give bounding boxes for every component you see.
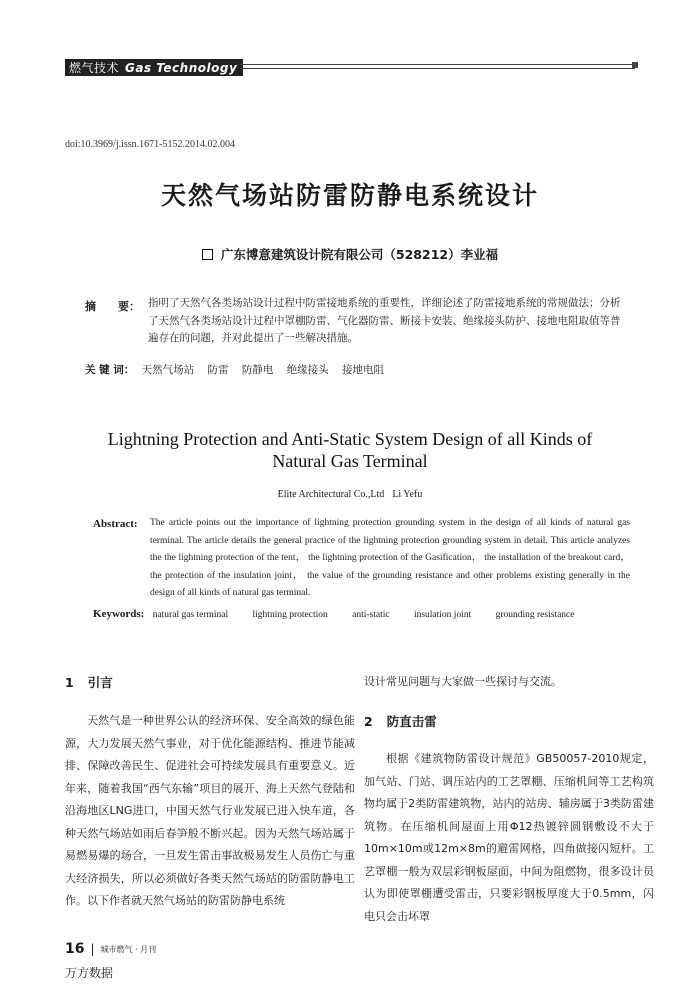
author-en [0,489,700,500]
section-1-body [65,710,355,913]
abstract-en-text: The article points out the importance of lightning protection grounding system in the design of all kinds of natural gas terminal. The article details the general practice of the lightning protection grounding system in detail. This article analyzes the the lightning protection of the tent， the lightning protection of the Gasification， the installation of the breakout card， the protection of the insulation joint， the value of the grounding resistance and other problems existing generally in the design of all kinds of natural gas terminal. [150,518,630,598]
column-name-en: Gas Technology [125,60,238,75]
keywords-cn-label: 关 键 词： [85,364,135,376]
square-bullet-icon [202,249,213,260]
author-cn [0,245,700,263]
page-footer [65,941,156,957]
column-header [65,59,243,76]
keyword-en: anti-static [352,610,390,620]
keyword-cn: 绝缘接头 [286,364,329,376]
title-cn: 天然气场站防雷防静电系统设计 [160,181,539,210]
journal-name: 城市燃气 · 月刊 [100,944,157,954]
header-rule-end [632,62,638,68]
section-1-heading [65,673,113,691]
keyword-cn: 接地电阻 [342,364,385,376]
section-1-paragraph: 天然气是一种世界公认的经济环保、安全高效的绿色能源，大力发展天然气事业，对于优化能源结构、推进节能减排、保障改善民生、促进社会可持续发展具有重要意义。近年来，随着我国“西气东输”项目的展开、海上天然气登陆和沿海地区LNG进口，中国天然气行业发展已进入快车道，各种天然气场站如雨后春笋般不断兴起。因为天然气场站属于易燃易爆的场合，一旦发生雷击事故极易发生人员伤亡与重大经济损失，所以必须做好各类天然气场站的防雷防静电工作。以下作者就天然气场站的防雷防静电系统 [65,714,355,907]
section-2-number: 2 [364,714,373,729]
column-name-cn: 燃气技术 [69,61,120,75]
section-2-paragraph: 根据《建筑物防雷设计规范》GB50057-2010规定，加气站、门站、调压站内的工艺罩棚、压缩机间等工艺构筑物均属于2类防雷建筑物，站内的站房、辅房属于3类防雷建筑物。在压缩机间屋面上用Φ12热镀锌圆钢敷设不大于10m×10m或12m×8m的避雷网格，四角做接闪短杆。工艺罩棚一般为双层彩钢板屋面，中间为阻燃物，很多设计员认为即使罩棚遭受雷击，只要彩钢板厚度大于0.5mm，闪电只会击坏罩 [364,752,654,923]
doi[interactable]: doi:10.3969/j.issn.1671-5152.2014.02.004 [65,139,236,150]
keyword-cn: 防雷 [207,364,229,376]
author-en-name: Li Yefu [392,489,423,500]
header-rule [240,68,635,69]
keyword-cn: 天然气场站 [141,364,195,376]
page-number: 16 [65,941,85,957]
author-en-org: Elite Architectural Co.,Ltd [277,489,385,500]
watermark: 万方数据 [65,966,114,980]
section-1-continued-text: 设计常见问题与大家做一些探讨与交流。 [364,675,562,688]
abstract-cn-label: 摘 要： [85,300,140,313]
keyword-en: insulation joint [413,610,472,620]
keyword-cn: 防静电 [241,364,274,376]
title-en-line1: Lightning Protection and Anti-Static System Design of all Kinds of [107,429,593,449]
section-1-number: 1 [65,675,74,690]
title-en [0,428,700,472]
abstract-en-label: Abstract: [93,518,138,530]
author-cn-text: 广东博意建筑设计院有限公司（528212）李业福 [220,247,499,262]
keyword-en: grounding resistance [495,610,575,620]
keyword-en: natural gas terminal [152,610,229,620]
footer-separator: | [90,942,95,956]
keywords-en [93,608,596,620]
title-en-line2: Natural Gas Terminal [272,451,428,471]
abstract-cn-text: 指明了天然气各类场站设计过程中防雷接地系统的重要性，详细论述了防雷接地系统的常规做法；分析了天然气各类场站设计过程中罩棚防雷、气化器防雷、断接卡安装、绝缘接头防护、接地电阻取值等普遍存在的问题，并对此提出了一些解决措施。 [148,297,621,344]
section-2-body [364,748,654,928]
keyword-en: lightning protection [252,610,328,620]
keywords-en-label: Keywords: [93,608,145,620]
section-2-heading [364,712,437,730]
keywords-cn [85,362,394,377]
section-1-title: 引言 [87,675,113,690]
section-2-title: 防直击雷 [386,714,437,729]
section-1-continued [364,671,654,694]
header-rule [240,64,635,65]
